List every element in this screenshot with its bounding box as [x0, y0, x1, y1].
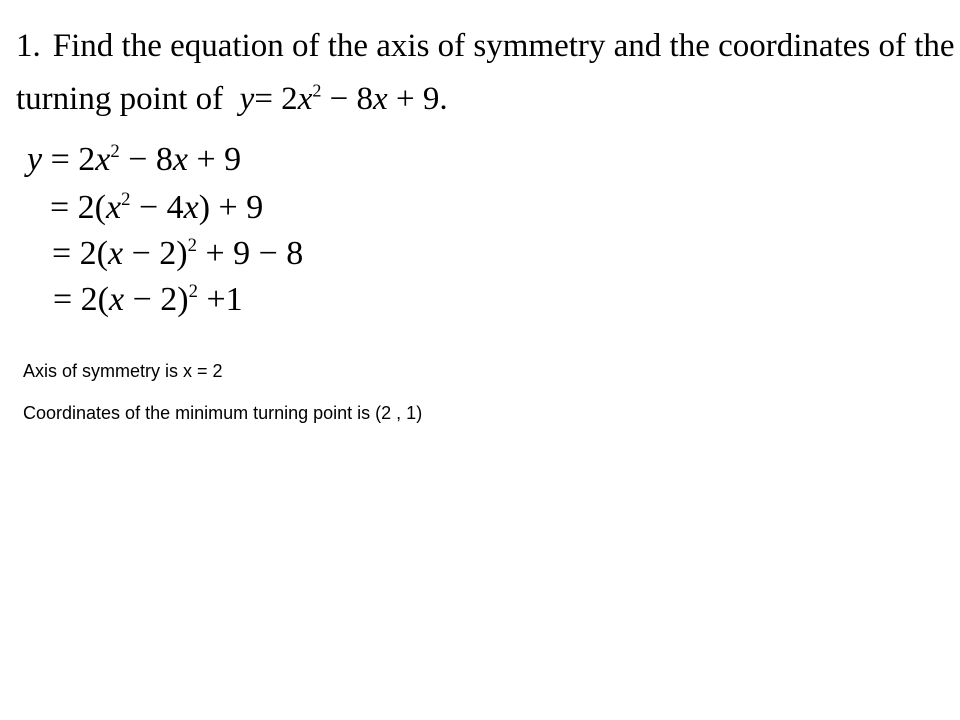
step1-a: y [27, 141, 43, 178]
eq-exp: 2 [312, 80, 322, 101]
step2-d: x [183, 189, 199, 226]
step4-b: x [109, 281, 125, 318]
question-equation [231, 81, 447, 117]
working-step-3 [52, 234, 304, 272]
eq-rest2: + 9. [387, 81, 448, 117]
step4-a: = 2( [53, 281, 109, 318]
axis-of-symmetry-answer: Axis of symmetry is x = 2 [23, 361, 223, 381]
eq-var: x [297, 81, 313, 117]
step3-c: − 2) [123, 235, 188, 272]
step3-d: + 9 − 8 [196, 235, 304, 272]
step2-c: − 4 [130, 189, 184, 226]
working-step-4 [53, 280, 243, 318]
eq-rest1: − 8 [321, 81, 374, 117]
step1-e: x [172, 141, 188, 178]
step3-a: = 2( [52, 235, 108, 272]
step1-sup: 2 [110, 140, 120, 162]
question-line-1 [16, 30, 955, 63]
turning-point-answer: Coordinates of the minimum turning point is (2 , 1) [23, 403, 423, 423]
step1-c: x [95, 141, 111, 178]
eq-var2: x [373, 81, 388, 117]
step3-sup: 2 [187, 234, 197, 256]
working-step-1 [27, 140, 242, 178]
working-step-2 [50, 188, 264, 226]
step2-b: x [106, 189, 122, 226]
eq-lhs: y [239, 81, 255, 117]
step1-b: = 2 [42, 141, 96, 178]
question-text-line-1: Find the equation of the axis of symmetry and the coordinates of the [52, 28, 955, 64]
question-number: 1. [16, 28, 41, 64]
step2-e: ) + 9 [198, 189, 264, 226]
eq-coef: = 2 [254, 81, 298, 117]
step1-d: − 8 [119, 141, 173, 178]
step1-f: + 9 [188, 141, 242, 178]
step2-sup: 2 [121, 188, 131, 210]
step4-c: − 2) [124, 281, 189, 318]
step4-sup: 2 [188, 280, 198, 302]
question-text-line-2: turning point of [16, 81, 224, 117]
step2-a: = 2( [50, 189, 106, 226]
question-line-2 [16, 80, 448, 117]
step4-d: +1 [197, 281, 243, 318]
step3-b: x [108, 235, 124, 272]
